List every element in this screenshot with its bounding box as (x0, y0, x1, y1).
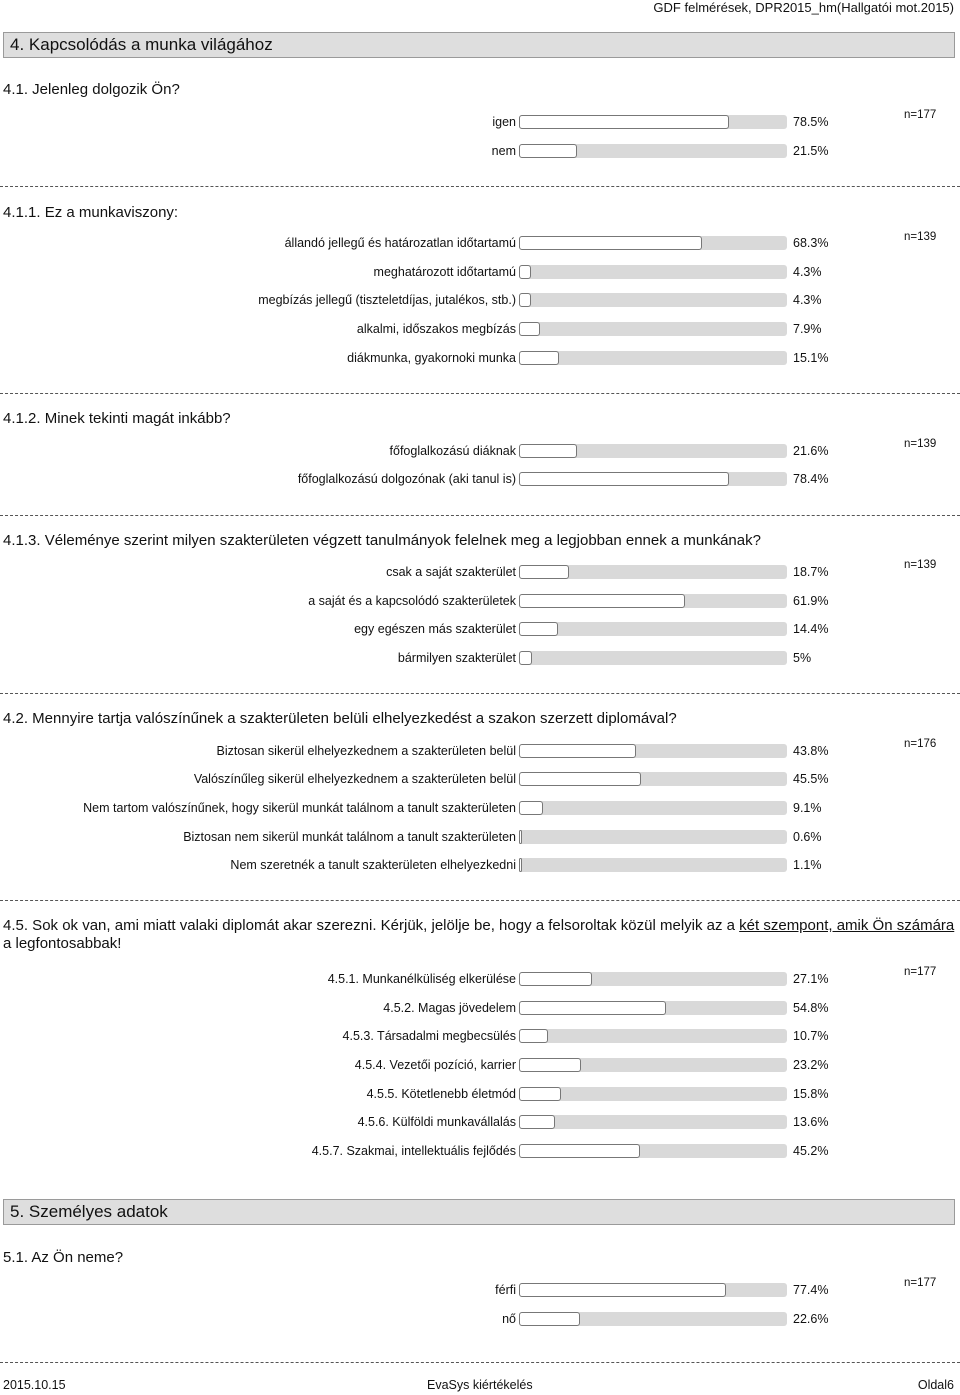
bar-fill (519, 1001, 666, 1015)
answer-label: 4.5.7. Szakmai, intellektuális fejlődés (311, 1144, 516, 1158)
answer-label: bármilyen szakterület (397, 651, 516, 665)
answer-percent: 5% (793, 651, 812, 665)
bar-fill (519, 236, 702, 250)
percentage-bar (519, 622, 787, 636)
bar-fill (519, 1115, 555, 1129)
section-5-heading: 5. Személyes adatok (3, 1199, 955, 1225)
answer-row (0, 349, 960, 369)
bar-fill (519, 594, 685, 608)
answer-percent: 13.6% (793, 1115, 829, 1129)
section-4-heading: 4. Kapcsolódás a munka világához (3, 32, 955, 58)
answer-percent: 54.8% (793, 1001, 829, 1015)
percentage-bar (519, 1029, 787, 1043)
bar-fill (519, 472, 729, 486)
divider (0, 693, 960, 694)
bar-fill (519, 1283, 726, 1297)
answer-row (0, 592, 960, 612)
question-title: 4.1.1. Ez a munkaviszony: (3, 204, 179, 221)
answer-percent: 21.5% (793, 144, 829, 158)
answer-label: Biztosan nem sikerül munkát találnom a tanult szakterületen (183, 830, 516, 844)
question-title (3, 917, 955, 953)
bar-fill (519, 858, 522, 872)
percentage-bar (519, 830, 787, 844)
sample-size: n=139 (904, 559, 937, 571)
bar-fill (519, 1312, 580, 1326)
percentage-bar (519, 1115, 787, 1129)
answer-row (0, 563, 960, 583)
percentage-bar (519, 565, 787, 579)
answer-row (0, 320, 960, 340)
answer-row (0, 828, 960, 848)
bar-fill (519, 565, 569, 579)
footer-title: EvaSys kiértékelés (427, 1378, 533, 1392)
sample-size: n=177 (904, 966, 937, 978)
answer-row (0, 1142, 960, 1162)
bar-fill (519, 830, 522, 844)
answer-percent: 1.1% (793, 858, 822, 872)
bar-fill (519, 651, 532, 665)
answer-row (0, 1113, 960, 1133)
answer-label: nő (502, 1312, 516, 1326)
answer-percent: 43.8% (793, 744, 829, 758)
percentage-bar (519, 322, 787, 336)
answer-row (0, 113, 960, 133)
percentage-bar (519, 744, 787, 758)
answer-row (0, 234, 960, 254)
question-title: 4.2. Mennyire tartja valószínűnek a szakterületen belüli elhelyezkedést a szakon szerzett diplomával? (3, 710, 677, 727)
bar-fill (519, 293, 531, 307)
question-title: 4.1. Jelenleg dolgozik Ön? (3, 81, 180, 98)
footer-date: 2015.10.15 (3, 1378, 66, 1392)
answer-percent: 45.5% (793, 772, 829, 786)
percentage-bar (519, 1058, 787, 1072)
percentage-bar (519, 972, 787, 986)
question-title-part: 4.5. Sok ok van, ami miatt valaki diplomát akar szerezni. Kérjük, jelölje be, hogy a felsoroltak közül melyik az a (3, 917, 740, 934)
divider (0, 900, 960, 901)
percentage-bar (519, 265, 787, 279)
answer-percent: 77.4% (793, 1283, 829, 1297)
bar-fill (519, 322, 540, 336)
bar-fill (519, 1144, 640, 1158)
answer-label: állandó jellegű és határozatlan időtartamú (284, 236, 516, 250)
answer-percent: 78.4% (793, 472, 829, 486)
answer-row (0, 291, 960, 311)
answer-row (0, 1281, 960, 1301)
answer-label: Nem szeretnék a tanult szakterületen elhelyezkedni (230, 858, 516, 872)
answer-percent: 4.3% (793, 293, 822, 307)
percentage-bar (519, 1087, 787, 1101)
answer-label: alkalmi, időszakos megbízás (356, 322, 516, 336)
answer-percent: 15.1% (793, 351, 829, 365)
answer-label: megbízás jellegű (tiszteletdíjas, jutalékos, stb.) (258, 293, 516, 307)
answer-label: csak a saját szakterület (386, 565, 516, 579)
percentage-bar (519, 293, 787, 307)
answer-label: Valószínűleg sikerül elhelyezkednem a szakterületen belül (193, 772, 516, 786)
percentage-bar (519, 594, 787, 608)
percentage-bar (519, 858, 787, 872)
bar-fill (519, 1087, 561, 1101)
answer-label: főfoglalkozású dolgozónak (aki tanul is) (297, 472, 516, 486)
answer-label: meghatározott időtartamú (373, 265, 516, 279)
bar-fill (519, 972, 592, 986)
sample-size: n=177 (904, 109, 937, 121)
answer-label: diákmunka, gyakornoki munka (347, 351, 516, 365)
answer-percent: 9.1% (793, 801, 822, 815)
answer-percent: 61.9% (793, 594, 829, 608)
divider (0, 186, 960, 187)
bar-fill (519, 744, 636, 758)
answer-percent: 23.2% (793, 1058, 829, 1072)
answer-label: 4.5.4. Vezetői pozíció, karrier (354, 1058, 516, 1072)
answer-percent: 68.3% (793, 236, 829, 250)
answer-row (0, 1085, 960, 1105)
bar-fill (519, 144, 577, 158)
answer-percent: 7.9% (793, 322, 822, 336)
question-title: 4.1.3. Véleménye szerint milyen szakterületen végzett tanulmányok felelnek meg a legjobban ennek a munkának? (3, 532, 761, 549)
answer-row (0, 263, 960, 283)
answer-percent: 4.3% (793, 265, 822, 279)
bar-fill (519, 622, 558, 636)
question-title: 4.1.2. Minek tekinti magát inkább? (3, 410, 231, 427)
answer-label: 4.5.2. Magas jövedelem (383, 1001, 516, 1015)
sample-size: n=139 (904, 231, 937, 243)
answer-row (0, 799, 960, 819)
divider (0, 1362, 960, 1363)
answer-row (0, 620, 960, 640)
divider (0, 393, 960, 394)
answer-row (0, 470, 960, 490)
answer-percent: 78.5% (793, 115, 829, 129)
answer-percent: 27.1% (793, 972, 829, 986)
sample-size: n=176 (904, 738, 937, 750)
answer-row (0, 1027, 960, 1047)
answer-row (0, 649, 960, 669)
percentage-bar (519, 1144, 787, 1158)
answer-row (0, 970, 960, 990)
answer-row (0, 1310, 960, 1330)
answer-row (0, 856, 960, 876)
answer-label: a saját és a kapcsolódó szakterületek (308, 594, 516, 608)
bar-fill (519, 444, 577, 458)
answer-percent: 22.6% (793, 1312, 829, 1326)
answer-percent: 10.7% (793, 1029, 829, 1043)
answer-label: egy egészen más szakterület (354, 622, 516, 636)
answer-label: 4.5.3. Társadalmi megbecsülés (342, 1029, 516, 1043)
answer-label: nem (491, 144, 516, 158)
footer-page: Oldal6 (917, 1378, 954, 1392)
percentage-bar (519, 236, 787, 250)
answer-label: Nem tartom valószínűnek, hogy sikerül munkát találnom a tanult szakterületen (83, 801, 516, 815)
bar-fill (519, 772, 641, 786)
document-header: GDF felmérések, DPR2015_hm(Hallgatói mot.2015) (653, 0, 954, 15)
percentage-bar (519, 1283, 787, 1297)
percentage-bar (519, 115, 787, 129)
answer-label: igen (492, 115, 516, 129)
percentage-bar (519, 444, 787, 458)
answer-percent: 15.8% (793, 1087, 829, 1101)
answer-percent: 45.2% (793, 1144, 829, 1158)
answer-row (0, 770, 960, 790)
answer-label: 4.5.5. Kötetlenebb életmód (366, 1087, 516, 1101)
answer-row (0, 999, 960, 1019)
answer-row (0, 1056, 960, 1076)
bar-fill (519, 1029, 548, 1043)
percentage-bar (519, 144, 787, 158)
question-title-emphasis: két szempont, amik Ön számára (739, 917, 955, 934)
sample-size: n=177 (904, 1277, 937, 1289)
answer-row (0, 442, 960, 462)
answer-label: főfoglalkozású diáknak (389, 444, 516, 458)
percentage-bar (519, 1312, 787, 1326)
bar-fill (519, 351, 559, 365)
question-title-part: a legfontosabbak! (3, 935, 122, 952)
answer-percent: 0.6% (793, 830, 822, 844)
answer-row (0, 142, 960, 162)
percentage-bar (519, 472, 787, 486)
percentage-bar (519, 651, 787, 665)
percentage-bar (519, 801, 787, 815)
question-title: 5.1. Az Ön neme? (3, 1249, 124, 1266)
percentage-bar (519, 1001, 787, 1015)
divider (0, 515, 960, 516)
bar-fill (519, 801, 543, 815)
bar-fill (519, 115, 729, 129)
answer-label: férfi (495, 1283, 516, 1297)
answer-percent: 21.6% (793, 444, 829, 458)
answer-percent: 14.4% (793, 622, 829, 636)
answer-percent: 18.7% (793, 565, 829, 579)
bar-fill (519, 1058, 581, 1072)
percentage-bar (519, 772, 787, 786)
sample-size: n=139 (904, 438, 937, 450)
percentage-bar (519, 351, 787, 365)
answer-label: 4.5.6. Külföldi munkavállalás (357, 1115, 516, 1129)
answer-label: 4.5.1. Munkanélküliség elkerülése (327, 972, 516, 986)
answer-label: Biztosan sikerül elhelyezkednem a szakterületen belül (216, 744, 516, 758)
bar-fill (519, 265, 531, 279)
answer-row (0, 742, 960, 762)
